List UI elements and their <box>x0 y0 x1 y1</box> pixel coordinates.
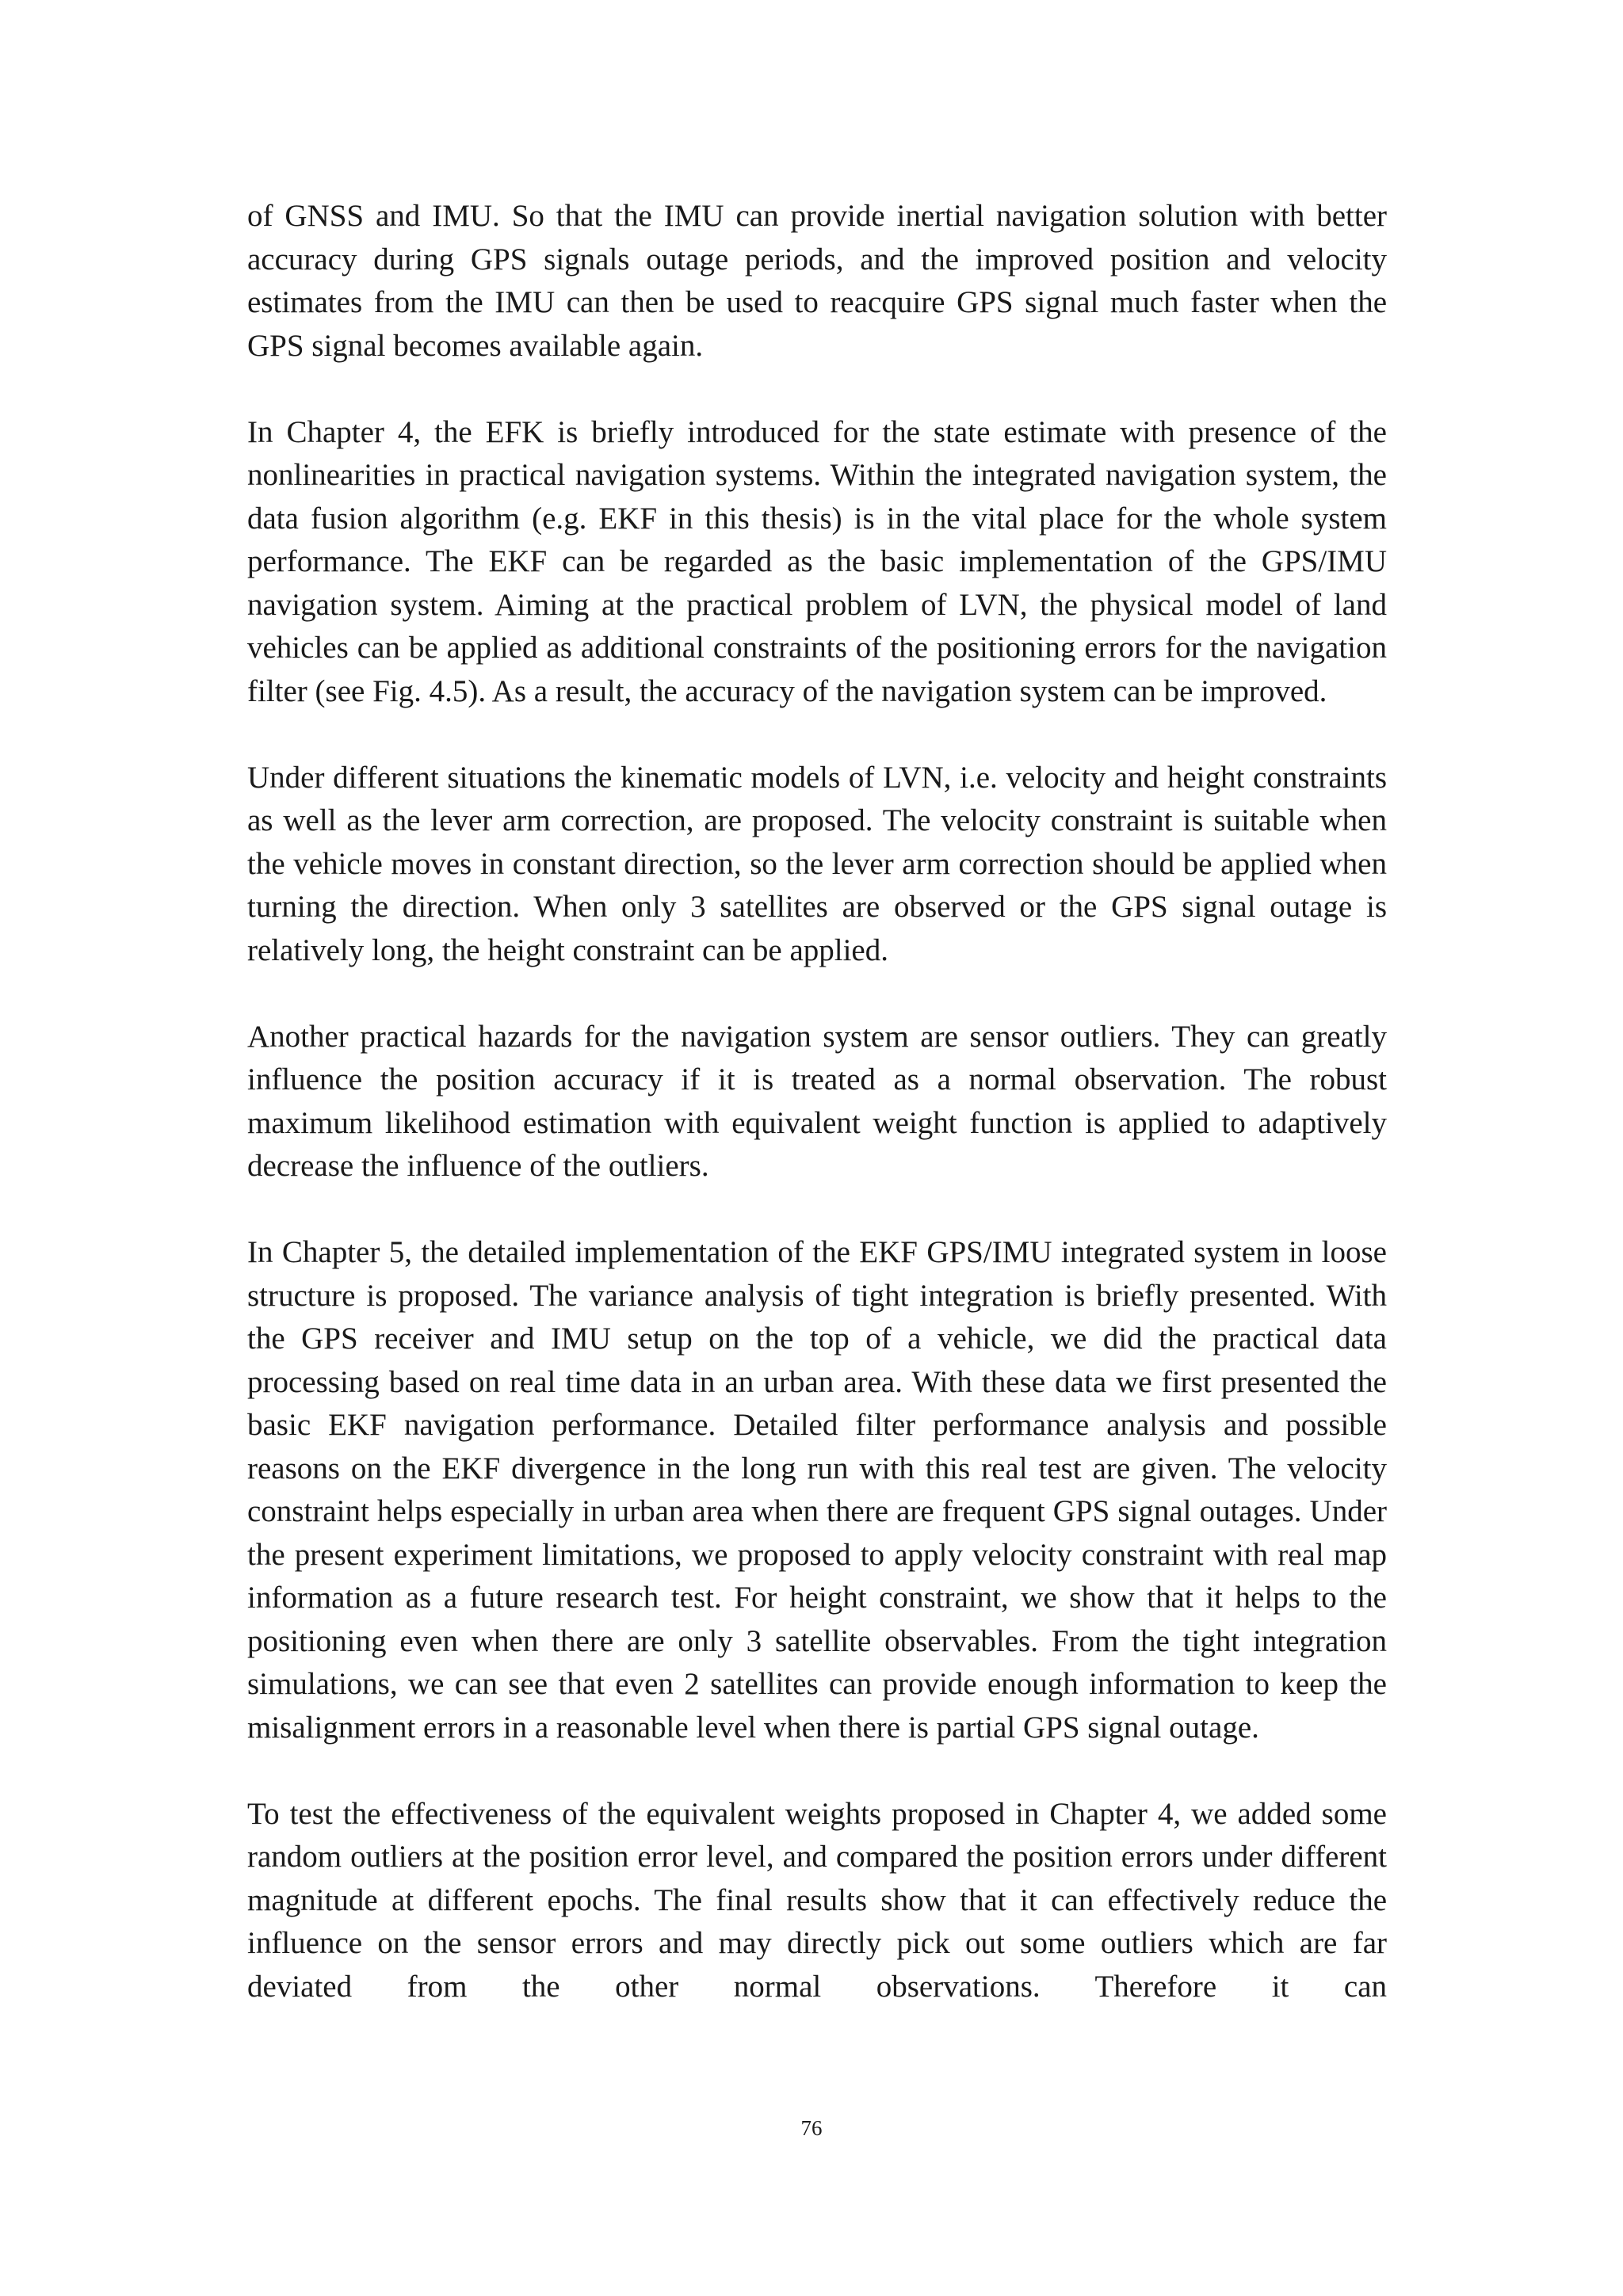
paragraph-6: To test the effectiveness of the equivalent weights proposed in Chapter 4, we added some random outliers at the position error level, and compared the position errors under different magnitude at different epochs. The final results show that it can effectively reduce the influence on the sensor errors and may directly pick out some outliers which are far deviated from the other normal observations. Therefore it can <box>247 1796 1387 2004</box>
body-text <box>247 195 1387 2008</box>
page-number: 76 <box>800 2116 823 2140</box>
paragraph-3: Under different situations the kinematic models of LVN, i.e. velocity and height constraints as well as the lever arm correction, are proposed. The velocity constraint is suitable when the vehicle moves in constant direction, so the lever arm correction should be applied when turning the direction. When only 3 satellites are observed or the GPS signal outage is relatively long, the height constraint can be applied. <box>247 760 1387 967</box>
paragraph-5: In Chapter 5, the detailed implementation of the EKF GPS/IMU integrated system in loose structure is proposed. The variance analysis of tight integration is briefly presented. With the GPS receiver and IMU setup on the top of a vehicle, we did the practical data processing based on real time data in an urban area. With these data we first presented the basic EKF navigation performance. Detailed filter performance analysis and possible reasons on the EKF divergence in the long run with this real test are given. The velocity constraint helps especially in urban area when there are frequent GPS signal outages. Under the present experiment limitations, we proposed to apply velocity constraint with real map information as a future research test. For height constraint, we show that it helps to the positioning even when there are only 3 satellite observables. From the tight integration simulations, we can see that even 2 satellites can provide enough information to keep the misalignment errors in a reasonable level when there is partial GPS signal outage. <box>247 1235 1387 1745</box>
paragraph-4: Another practical hazards for the navigation system are sensor outliers. They can greatly influence the position accuracy if it is treated as a normal observation. The robust maximum likelihood estimation with equivalent weight function is applied to adaptively decrease the influence of the outliers. <box>247 1019 1387 1183</box>
paragraph-1: of GNSS and IMU. So that the IMU can provide inertial navigation solution with better accuracy during GPS signals outage periods, and the improved position and velocity estimates from the IMU can then be used to reacquire GPS signal much faster when the GPS signal becomes available again. <box>247 199 1387 363</box>
paragraph-2: In Chapter 4, the EFK is briefly introduced for the state estimate with presence of the nonlinearities in practical navigation systems. Within the integrated navigation system, the data fusion algorithm (e.g. EKF in this thesis) is in the vital place for the whole system performance. The EKF can be regarded as the basic implementation of the GPS/IMU navigation system. Aiming at the practical problem of LVN, the physical model of land vehicles can be applied as additional constraints of the positioning errors for the navigation filter (see Fig. 4.5). As a result, the accuracy of the navigation system can be improved. <box>247 414 1387 708</box>
